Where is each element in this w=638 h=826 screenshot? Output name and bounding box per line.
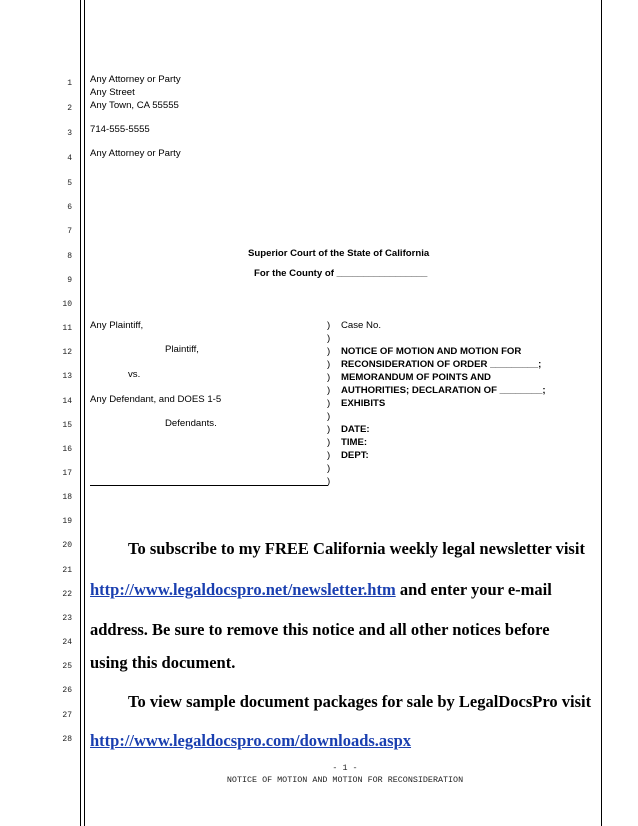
line-number: 20 — [62, 541, 72, 550]
line-number: 16 — [62, 445, 72, 454]
line-number: 9 — [67, 276, 72, 285]
caption-paren: ) — [327, 333, 331, 344]
line-number: 13 — [62, 372, 72, 381]
attorney-for-party: Any Attorney or Party — [90, 148, 181, 159]
notice-line: To view sample document packages for sale by LegalDocsPro visit — [128, 692, 592, 711]
caption-paren: ) — [327, 437, 331, 448]
page-number: - 1 - — [332, 763, 358, 773]
line-number: 18 — [62, 493, 72, 502]
line-number: 8 — [67, 252, 72, 261]
line-number: 1 — [67, 79, 72, 88]
line-number: 17 — [62, 469, 72, 478]
court-name: Superior Court of the State of California — [248, 248, 430, 259]
caption-paren: ) — [327, 450, 331, 461]
caption-underline — [90, 485, 328, 486]
line-number: 12 — [62, 348, 72, 357]
line-number: 2 — [67, 104, 72, 113]
line-number: 10 — [62, 300, 72, 309]
line-number: 7 — [67, 227, 72, 236]
notice-line: using this document. — [90, 653, 236, 672]
line-number: 15 — [62, 421, 72, 430]
left-margin-rule-outer — [80, 0, 81, 826]
court-county: For the County of _________________ — [254, 268, 428, 279]
line-number: 11 — [62, 324, 72, 333]
document-title-line: NOTICE OF MOTION AND MOTION FOR — [341, 346, 522, 357]
defendant-role: Defendants. — [165, 418, 217, 429]
line-number: 19 — [62, 517, 72, 526]
line-number: 5 — [67, 179, 72, 188]
caption-paren: ) — [327, 476, 331, 487]
document-title-line: MEMORANDUM OF POINTS AND — [341, 372, 491, 383]
newsletter-link[interactable]: http://www.legaldocspro.net/newsletter.htm — [90, 580, 396, 599]
versus-label: vs. — [128, 369, 141, 380]
notice-line: To subscribe to my FREE California weekly legal newsletter visit — [128, 539, 585, 558]
hearing-date-label: DATE: — [341, 424, 370, 435]
line-number: 23 — [62, 614, 72, 623]
caption-paren: ) — [327, 424, 331, 435]
hearing-time-label: TIME: — [341, 437, 368, 448]
line-number: 26 — [62, 686, 72, 695]
downloads-link[interactable]: http://www.legaldocspro.com/downloads.aspx — [90, 731, 412, 750]
notice-line: address. Be sure to remove this notice and all other notices before — [90, 620, 550, 639]
attorney-phone: 714-555-5555 — [90, 124, 150, 135]
attorney-street: Any Street — [90, 87, 135, 98]
attorney-name: Any Attorney or Party — [90, 74, 181, 85]
document-title-line: RECONSIDERATION OF ORDER _________; — [341, 359, 542, 370]
right-margin-rule — [601, 0, 602, 826]
attorney-city: Any Town, CA 55555 — [90, 100, 179, 111]
hearing-dept-label: DEPT: — [341, 450, 369, 461]
plaintiff-name: Any Plaintiff, — [90, 320, 144, 331]
document-title-line: AUTHORITIES; DECLARATION OF ________; — [341, 385, 546, 396]
caption-paren: ) — [327, 463, 331, 474]
case-number-label: Case No. — [341, 320, 381, 331]
line-number: 4 — [67, 154, 72, 163]
caption-paren: ) — [327, 346, 331, 357]
caption-paren: ) — [327, 385, 331, 396]
document-title-line: EXHIBITS — [341, 398, 386, 409]
caption-paren: ) — [327, 372, 331, 383]
notice-line — [90, 731, 411, 751]
line-number: 6 — [67, 203, 72, 212]
line-number: 27 — [62, 711, 72, 720]
line-number: 3 — [67, 129, 72, 138]
caption-paren: ) — [327, 359, 331, 370]
left-margin-rule-inner — [84, 0, 85, 826]
plaintiff-role: Plaintiff, — [165, 344, 199, 355]
footer-title: NOTICE OF MOTION AND MOTION FOR RECONSIDERATION — [226, 775, 464, 785]
caption-paren: ) — [327, 411, 331, 422]
defendant-name: Any Defendant, and DOES 1-5 — [90, 394, 222, 405]
line-number: 24 — [62, 638, 72, 647]
notice-line-text: and enter your e-mail — [395, 580, 552, 599]
line-number: 25 — [62, 662, 72, 671]
line-number: 14 — [62, 397, 72, 406]
line-number: 28 — [62, 735, 72, 744]
caption-paren: ) — [327, 398, 331, 409]
line-number: 22 — [62, 590, 72, 599]
line-number: 21 — [62, 566, 72, 575]
caption-paren: ) — [327, 320, 331, 331]
notice-line — [90, 580, 552, 600]
